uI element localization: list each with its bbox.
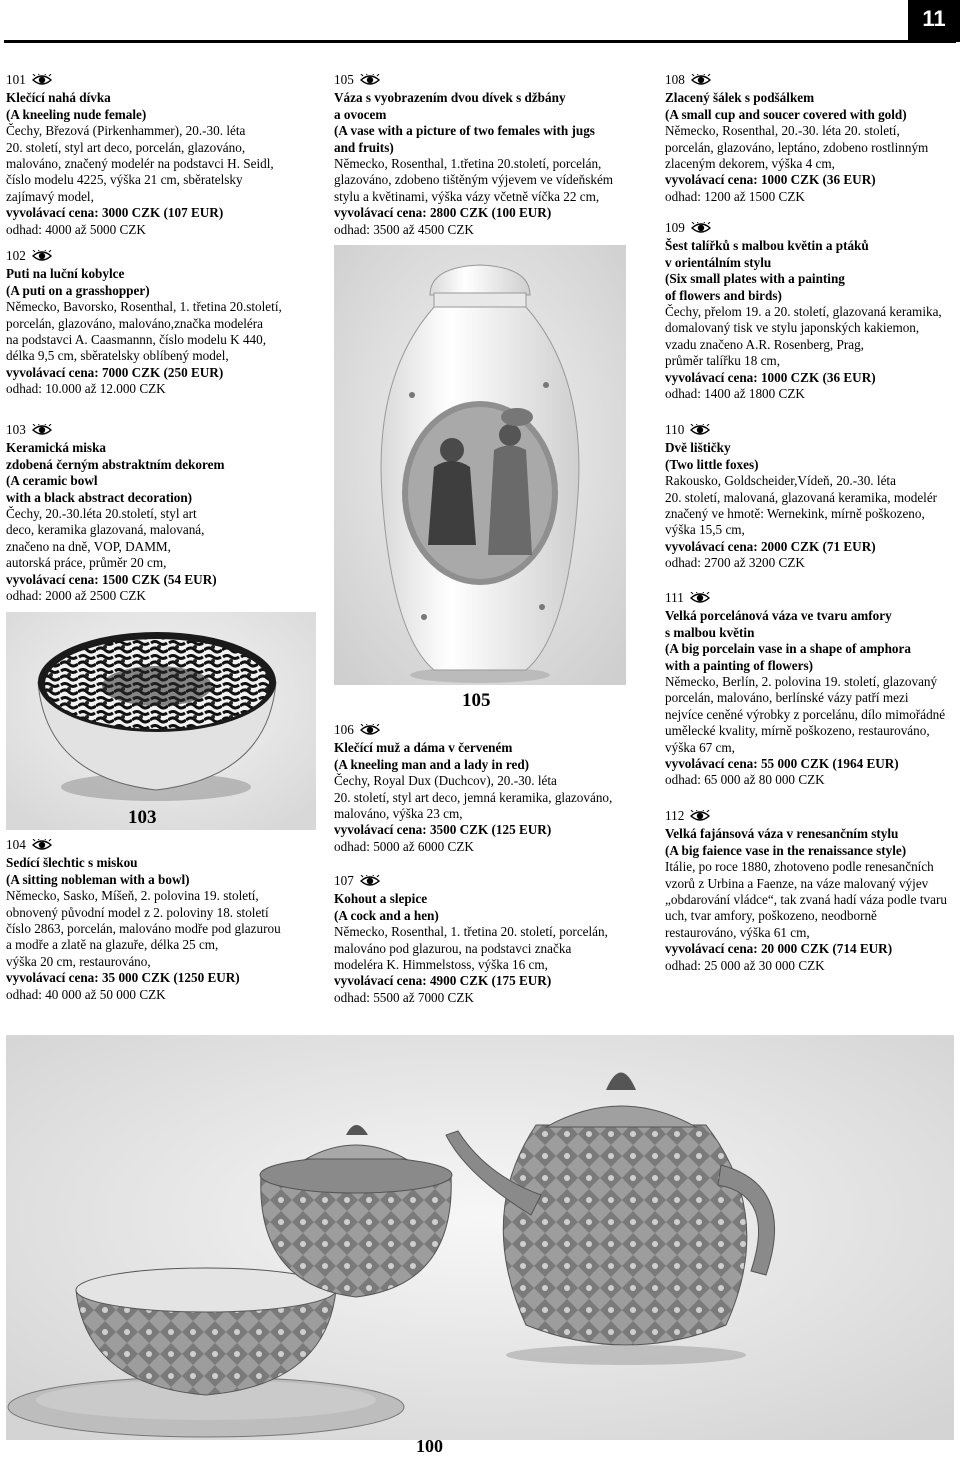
lot-title-line: Váza s vyobrazením dvou dívek s džbány [334, 90, 566, 106]
lot-title-line: Klečící muž a dáma v červeném [334, 740, 513, 756]
vase-caption: 105 [462, 690, 491, 711]
lot-title-line: vyvolávací cena: 3500 CZK (125 EUR) [334, 822, 552, 838]
lot-number [665, 72, 928, 90]
lot-title-line: with a black abstract decoration) [6, 489, 193, 505]
lot-108 [665, 72, 928, 205]
lot-title-line: (Six small plates with a painting [665, 271, 845, 287]
page-header [0, 0, 960, 42]
lot-description-line: a modře a zlatě na glazuře, délka 25 cm, [6, 937, 219, 953]
lot-105 [334, 72, 613, 238]
eye-icon [32, 424, 52, 440]
lot-number-text: 107 [334, 873, 354, 888]
lot-title-line: and fruits) [334, 139, 394, 155]
lot-description-line: odhad: 65 000 až 80 000 CZK [665, 772, 825, 788]
lot-title-line: vyvolávací cena: 2000 CZK (71 EUR) [665, 538, 876, 554]
lot-title-line: (A cock and a hen) [334, 907, 439, 923]
lot-description-line: 20. století, styl art deco, porcelán, glazováno, [6, 139, 246, 155]
eye-icon [360, 724, 380, 740]
lot-title-line: (A vase with a picture of two females with jugs [334, 123, 595, 139]
lot-title-line: vyvolávací cena: 3000 CZK (107 EUR) [6, 205, 224, 221]
lot-description-line: odhad: 5000 až 6000 CZK [334, 838, 474, 854]
lot-title-line: vyvolávací cena: 2800 CZK (100 EUR) [334, 205, 552, 221]
lot-number [334, 873, 608, 891]
lot-description-line: Německo, Berlín, 2. polovina 19. století, glazovaný [665, 674, 938, 690]
lot-description-line: Německo, Sasko, Míšeň, 2. polovina 19. století, [6, 888, 259, 904]
lot-description-line: odhad: 2700 až 3200 CZK [665, 555, 805, 571]
lot-title-line: vyvolávací cena: 35 000 CZK (1250 EUR) [6, 970, 240, 986]
lot-description-line: autorská práce, průměr 20 cm, [6, 555, 167, 571]
lot-title-line: (A big porcelain vase in a shape of amphora [665, 641, 911, 657]
lot-title-line: zdobená černým abstraktním dekorem [6, 456, 225, 472]
vase-illustration [334, 245, 626, 685]
lot-title-line: (A kneeling man and a lady in red) [334, 756, 530, 772]
bowl-caption: 103 [128, 807, 157, 828]
lot-description-line: značeno na dně, VOP, DAMM, [6, 538, 171, 554]
lot-title-line: vyvolávací cena: 20 000 CZK (714 EUR) [665, 941, 893, 957]
teaset-caption: 100 [416, 1436, 443, 1456]
lot-title-line: s malbou květin [665, 624, 755, 640]
lot-description-line: umělecké kvality, mírně poškozeno, restaurováno, [665, 723, 930, 739]
lot-description-line: Itálie, po roce 1880, zhotoveno podle renesančních [665, 859, 934, 875]
lot-number-text: 102 [6, 248, 26, 263]
lot-title-line: Sedící šlechtic s miskou [6, 855, 138, 871]
lot-description-line: odhad: 25 000 až 30 000 CZK [665, 957, 825, 973]
lot-description-line: výška 20 cm, restaurováno, [6, 953, 151, 969]
lot-number [6, 422, 224, 440]
teaset-photo [6, 1035, 954, 1440]
lot-title-line: vyvolávací cena: 7000 CZK (250 EUR) [6, 364, 224, 380]
eye-icon [32, 74, 52, 90]
lot-111 [665, 590, 945, 789]
eye-icon [32, 250, 52, 266]
lot-title-line: (A ceramic bowl [6, 473, 98, 489]
lot-110 [665, 422, 937, 572]
lot-description-line: odhad: 4000 až 5000 CZK [6, 221, 146, 237]
lot-description-line: odhad: 5500 až 7000 CZK [334, 989, 474, 1005]
bowl-illustration [6, 612, 316, 830]
lot-number-text: 111 [665, 590, 684, 605]
lot-description-line: malováno, výška 23 cm, [334, 806, 463, 822]
lot-description-line: „obdarování vládce“, tak zvaná hadí váza podle tvaru [665, 892, 947, 908]
lot-104 [6, 837, 281, 1003]
lot-description-line: Čechy, 20.-30.léta 20.století, styl art [6, 506, 197, 522]
lot-description-line: zlaceným dekorem, výška 4 cm, [665, 156, 835, 172]
lot-description-line: vzorů z Urbina a Faenze, na váze malovaný výjev [665, 875, 929, 891]
header-rule [4, 40, 956, 43]
lot-description-line: 20. století, styl art deco, jemná keramika, glazováno, [334, 789, 613, 805]
eye-icon [690, 810, 710, 826]
lot-description-line: číslo modelu 4225, výška 21 cm, sběratelsky [6, 172, 243, 188]
bowl-photo [6, 612, 316, 830]
lot-number [334, 72, 613, 90]
lot-title-line: (A big faience vase in the renaissance style) [665, 842, 907, 858]
lot-title-line: vyvolávací cena: 1000 CZK (36 EUR) [665, 369, 876, 385]
lot-number [334, 722, 612, 740]
lot-description-line: porcelán, malováno, berlínské vázy patří mezi [665, 690, 909, 706]
lot-title-line: (Two little foxes) [665, 456, 759, 472]
lot-description-line: odhad: 40 000 až 50 000 CZK [6, 986, 166, 1002]
lot-107 [334, 873, 608, 1006]
lot-description-line: Rakousko, Goldscheider,Vídeň, 20.-30. léta [665, 473, 896, 489]
lot-title-line: Šest talířků s malbou květin a ptáků [665, 238, 869, 254]
lot-title-line: a ovocem [334, 106, 387, 122]
lot-description-line: obnovený původní model z 2. poloviny 18. století [6, 904, 269, 920]
lot-description-line: Čechy, Březová (Pirkenhammer), 20.-30. léta [6, 123, 246, 139]
lot-title-line: Kohout a slepice [334, 891, 428, 907]
page-number: 11 [922, 6, 946, 31]
eye-icon [32, 839, 52, 855]
lot-description-line: délka 9,5 cm, sběratelsky oblíbený model, [6, 348, 229, 364]
lot-title-line: vyvolávací cena: 4900 CZK (175 EUR) [334, 973, 552, 989]
lot-title-line: Zlacený šálek s podšálkem [665, 90, 815, 106]
eye-icon [690, 592, 710, 608]
lot-title-line: v orientálním stylu [665, 254, 772, 270]
lot-number-text: 104 [6, 837, 26, 852]
lot-description-line: zajímavý model, [6, 188, 94, 204]
lot-description-line: domalovaný tisk ve stylu japonských kakiemon, [665, 320, 920, 336]
lot-number-text: 105 [334, 72, 354, 87]
lot-title-line: vyvolávací cena: 1000 CZK (36 EUR) [665, 172, 876, 188]
lot-number [665, 808, 947, 826]
lot-number-text: 103 [6, 422, 26, 437]
lot-109 [665, 220, 942, 402]
lot-number [665, 422, 937, 440]
lot-description-line: odhad: 3500 až 4500 CZK [334, 221, 474, 237]
lot-title-line: Velká fajánsová váza v renesančním stylu [665, 826, 899, 842]
lot-101 [6, 72, 274, 238]
lot-description-line: vzadu značeno A.R. Rosenberg, Prag, [665, 336, 864, 352]
lot-description-line: porcelán, glazováno, malováno,značka modeléra [6, 315, 264, 331]
lot-description-line: Německo, Bavorsko, Rosenthal, 1. třetina 20.století, [6, 299, 282, 315]
lot-number [6, 837, 281, 855]
lot-description-line: glazováno, zdobeno tištěným výjevem ve vídeňském [334, 172, 614, 188]
lot-title-line: (A sitting nobleman with a bowl) [6, 871, 190, 887]
lot-description-line: 20. století, malovaná, glazovaná keramika, modelér [665, 489, 938, 505]
lot-description-line: výška 15,5 cm, [665, 522, 745, 538]
lot-title-line: vyvolávací cena: 1500 CZK (54 EUR) [6, 571, 217, 587]
lot-description-line: číslo 2863, porcelán, malováno modře pod glazurou [6, 921, 281, 937]
lot-number-text: 110 [665, 422, 685, 437]
lot-description-line: odhad: 10.000 až 12.000 CZK [6, 381, 166, 397]
lot-description-line: Německo, Rosenthal, 20.-30. léta 20. století, [665, 123, 900, 139]
lot-number [665, 220, 942, 238]
lot-106 [334, 722, 612, 855]
lot-title-line: (A small cup and soucer covered with gold) [665, 106, 907, 122]
lot-description-line: Čechy, Royal Dux (Duchcov), 20.-30. léta [334, 773, 557, 789]
lot-title-line: Dvě lištičky [665, 440, 731, 456]
lot-description-line: průměr talířku 18 cm, [665, 353, 780, 369]
lot-description-line: modeléra K. Himmelstoss, výška 16 cm, [334, 957, 548, 973]
lot-description-line: nejvíce ceněné výrobky z porcelánu, dílo mimořádné [665, 706, 946, 722]
lot-number-text: 112 [665, 808, 685, 823]
vase-photo [334, 245, 626, 685]
lot-title-line: with a painting of flowers) [665, 657, 813, 673]
lot-description-line: stylu a květinami, výška vázy včetně víčka 22 cm, [334, 188, 600, 204]
eye-icon [691, 74, 711, 90]
eye-icon [690, 424, 710, 440]
lot-title-line: Puti na luční kobylce [6, 266, 125, 282]
lot-number [665, 590, 945, 608]
lot-number [6, 72, 274, 90]
eye-icon [691, 222, 711, 238]
lot-title-line: Keramická miska [6, 440, 106, 456]
lot-description-line: deco, keramika glazovaná, malovaná, [6, 522, 205, 538]
lot-description-line: výška 67 cm, [665, 739, 735, 755]
lot-number-text: 108 [665, 72, 685, 87]
eye-icon [360, 875, 380, 891]
teaset-illustration [6, 1035, 954, 1440]
lot-title-line: (A puti on a grasshopper) [6, 282, 150, 298]
lot-title-line: (A kneeling nude female) [6, 106, 147, 122]
lot-description-line: malováno pod glazurou, na podstavci značka [334, 940, 572, 956]
lot-103 [6, 422, 224, 604]
lot-description-line: značený ve hmotě: Wernekink, mírně poškozeno, [665, 506, 925, 522]
lot-description-line: malováno, značený modelér na podstavci H. Seidl, [6, 156, 274, 172]
lot-description-line: odhad: 1200 až 1500 CZK [665, 188, 805, 204]
lot-description-line: odhad: 2000 až 2500 CZK [6, 588, 146, 604]
lot-description-line: Německo, Rosenthal, 1. třetina 20. století, porcelán, [334, 924, 608, 940]
lot-number [6, 248, 282, 266]
lot-description-line: odhad: 1400 až 1800 CZK [665, 386, 805, 402]
lot-description-line: na podstavci A. Caasmannn, číslo modelu K 440, [6, 332, 267, 348]
eye-icon [360, 74, 380, 90]
lot-description-line: restaurováno, výška 61 cm, [665, 924, 810, 940]
lot-description-line: uch, tvar amfory, poškozeno, neodborně [665, 908, 877, 924]
lot-description-line: Čechy, přelom 19. a 20. století, glazovaná keramika, [665, 304, 942, 320]
lot-title-line: Velká porcelánová váza ve tvaru amfory [665, 608, 892, 624]
lot-title-line: vyvolávací cena: 55 000 CZK (1964 EUR) [665, 756, 899, 772]
lot-number-text: 109 [665, 220, 685, 235]
lot-description-line: Německo, Rosenthal, 1.třetina 20.století, porcelán, [334, 156, 602, 172]
lot-title-line: Klečící nahá dívka [6, 90, 111, 106]
lot-number-text: 101 [6, 72, 26, 87]
lot-112 [665, 808, 947, 974]
lot-title-line: of flowers and birds) [665, 287, 782, 303]
lot-description-line: porcelán, glazováno, leptáno, zdobeno rostlinným [665, 139, 929, 155]
lot-number-text: 106 [334, 722, 354, 737]
lot-102 [6, 248, 282, 398]
